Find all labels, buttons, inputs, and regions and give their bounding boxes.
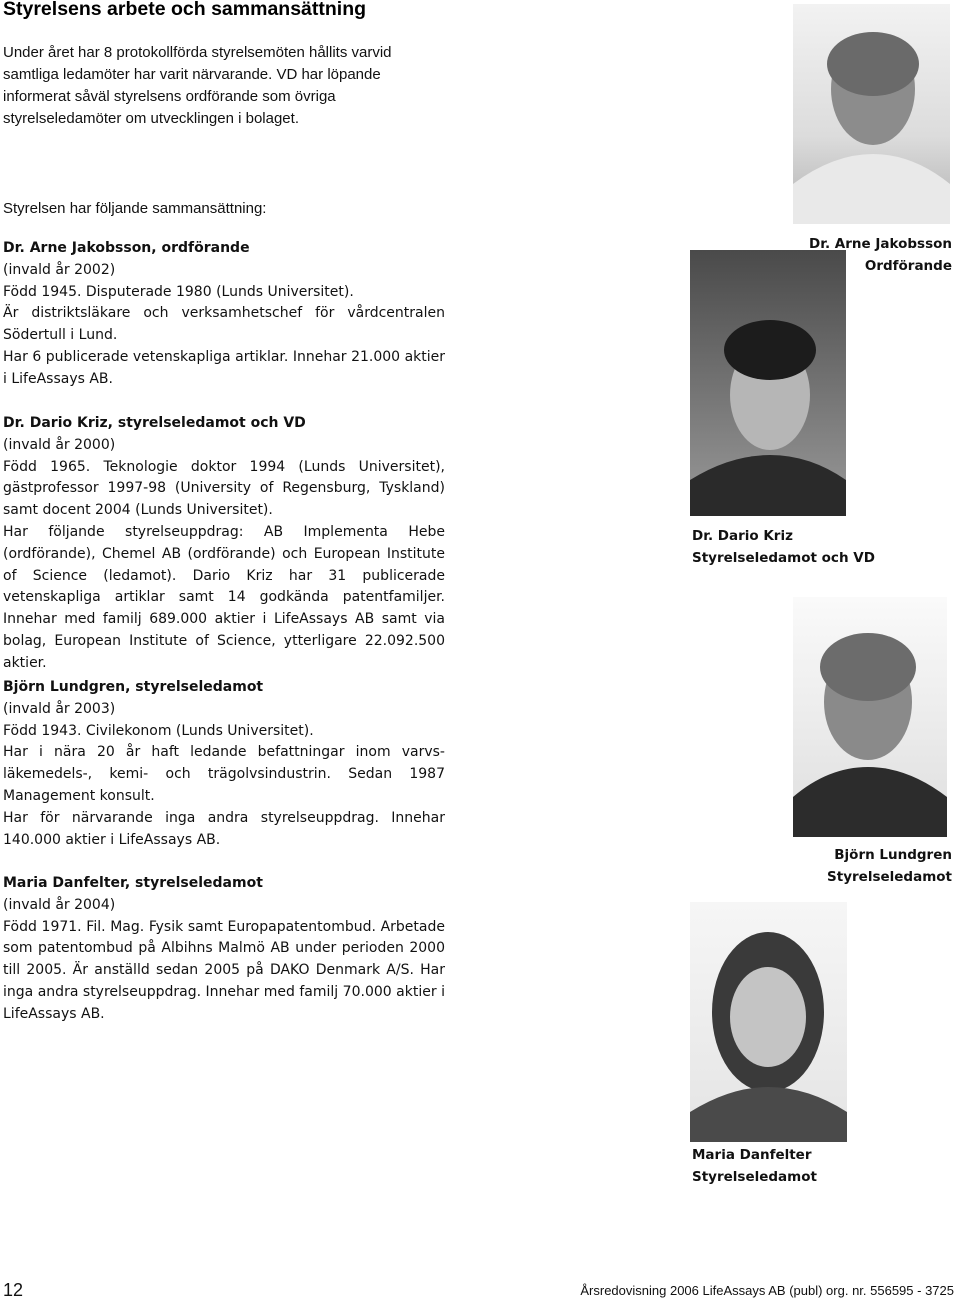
- page-number: 12: [3, 1280, 24, 1300]
- bio-paragraph: Har följande styrelseuppdrag: AB Implementa Hebe (ordförande), Chemel AB (ordförande) och European Institute of Science (ledamot). Dario Kriz har 31 publicerade vetenskapliga artiklar samt 14 godkända patentfamiljer. Innehar med familj 689.000 aktier i LifeAssays AB samt via bolag, European Institute of Science, ytterligare 22.092.500 aktier.: [3, 523, 445, 671]
- caption-name: Dr. Dario Kriz: [692, 528, 793, 544]
- bio-paragraph: Har i nära 20 år haft ledande befattningar inom varvs- läkemedels-, kemi- och trägolvsindustrin. Sedan 1987 Management konsult.: [3, 744, 445, 804]
- bio-paragraph: Född 1965. Teknologie doktor 1994 (Lunds Universitet), gästprofessor 1997-98 (University of Regensburg, Tyskland) samt docent 2004 (Lunds Universitet).: [3, 458, 445, 519]
- portrait-photo-lundgren: [793, 597, 947, 837]
- page-footer: Årsredovisning 2006 LifeAssays AB (publ) org. nr. 556595 - 3725: [580, 1283, 954, 1298]
- photo-caption-lundgren: [827, 844, 952, 888]
- member-elected: (invald år 2003): [3, 700, 116, 717]
- caption-name: Dr. Arne Jakobsson: [809, 236, 952, 252]
- photo-caption-kriz: [692, 525, 875, 569]
- composition-lead: Styrelsen har följande sammansättning:: [3, 200, 267, 217]
- member-bio-danfelter: [3, 873, 445, 1026]
- caption-role: Ordförande: [864, 258, 952, 274]
- caption-role: Styrelseledamot: [827, 869, 952, 885]
- caption-name: Maria Danfelter: [692, 1147, 812, 1163]
- bio-paragraph: Född 1945. Disputerade 1980 (Lunds Universitet).: [3, 283, 354, 300]
- portrait-photo-jakobsson: [793, 4, 950, 224]
- portrait-photo-danfelter: [690, 902, 847, 1142]
- photo-caption-danfelter: [692, 1144, 817, 1188]
- page-title: Styrelsens arbete och sammansättning: [3, 0, 367, 20]
- member-name: Björn Lundgren, styrelseledamot: [3, 679, 264, 695]
- member-elected: (invald år 2002): [3, 261, 116, 278]
- bio-paragraph: Är distriktsläkare och verksamhetschef för vårdcentralen Södertull i Lund.: [3, 305, 445, 344]
- bio-paragraph: Född 1943. Civilekonom (Lunds Universitet).: [3, 722, 314, 739]
- caption-role: Styrelseledamot: [692, 1169, 817, 1185]
- caption-role: Styrelseledamot och VD: [692, 550, 875, 566]
- caption-name: Björn Lundgren: [834, 847, 952, 863]
- photo-caption-jakobsson: [809, 233, 952, 277]
- bio-paragraph: Har 6 publicerade vetenskapliga artiklar. Innehar 21.000 aktier i LifeAssays AB.: [3, 348, 445, 387]
- member-bio-jakobsson: [3, 238, 445, 391]
- member-name: Maria Danfelter, styrelseledamot: [3, 875, 263, 891]
- member-bio-lundgren: [3, 677, 445, 851]
- member-elected: (invald år 2000): [3, 436, 116, 453]
- bio-paragraph: Född 1971. Fil. Mag. Fysik samt Europapatentombud. Arbetade som patentombud på Albihns Malmö AB under perioden 2000 till 2005. Är anställd sedan 2005 på DAKO Denmark A/S. Har inga andra styrelseuppdrag. Innehar med familj 70.000 aktier i LifeAssays AB.: [3, 918, 445, 1022]
- member-name: Dr. Dario Kriz, styrelseledamot och VD: [3, 415, 306, 431]
- portrait-photo-kriz: [690, 250, 846, 516]
- member-elected: (invald år 2004): [3, 896, 116, 913]
- intro-paragraph: Under året har 8 protokollförda styrelsemöten hållits varvid samtliga ledamöter har varit närvarande. VD har löpande informerat såväl styrelsens ordförande som övriga styrelseledamöter om utvecklingen i bolaget.: [3, 44, 392, 127]
- bio-paragraph: Har för närvarande inga andra styrelseuppdrag. Innehar 140.000 aktier i LifeAssays AB.: [3, 809, 445, 848]
- member-name: Dr. Arne Jakobsson, ordförande: [3, 240, 250, 256]
- member-bio-kriz: [3, 413, 445, 675]
